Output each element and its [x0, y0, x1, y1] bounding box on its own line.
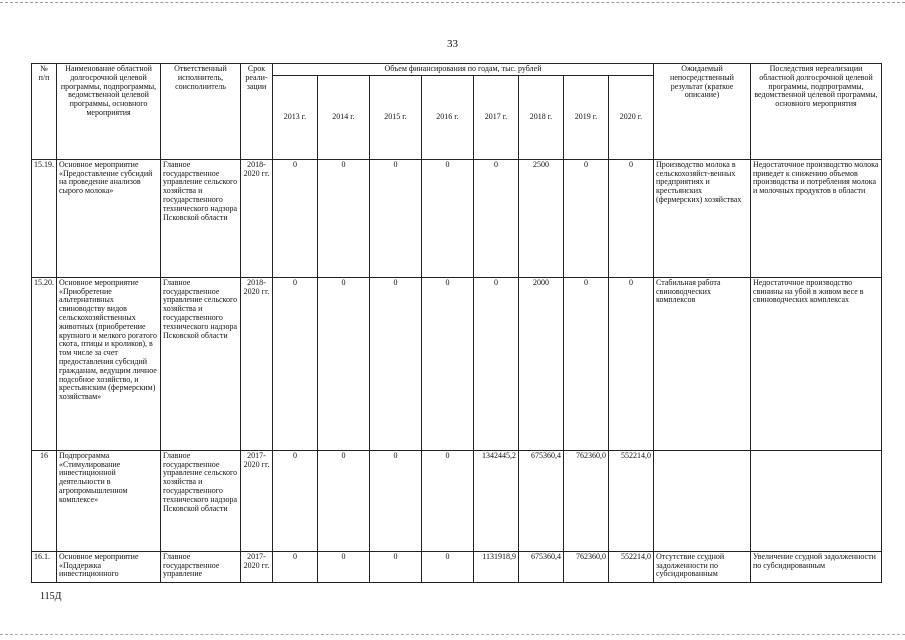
row-value: 0: [370, 450, 422, 551]
row-consequences: Недостаточное производство молока приведет к снижению объемов производства и потребления молока и молочных продуктов в области: [751, 159, 882, 277]
row-name: Основное мероприятие «Приобретение альтернативных свиноводству видов сельскохозяйственных животных (приобретение крупного и мелкого рогатого скота, птицы и кроликов), в том числе за счет предоставления субсидий гражданам, ведущим личное подсобное хозяйство, и крестьянским (фермерским) хозяйствам»: [57, 277, 161, 450]
row-value: 0: [318, 277, 370, 450]
row-value: 762360,0: [564, 551, 609, 582]
row-value: 0: [609, 277, 654, 450]
row-term-text: 2017-2020 гг.: [243, 551, 270, 570]
row-expected: Стабильная работа свиноводческих комплексов: [654, 277, 751, 450]
table-row: [32, 277, 882, 450]
row-num-text: 16.1.: [34, 551, 50, 561]
row-expected: Производство молока в сельскохозяйст-венных предприятиях и крестьянских (фермерских) хозяйствах: [654, 159, 751, 277]
row-responsible: Главное государственное управление сельского хозяйства и государственного технического надзора Псковской области: [161, 159, 241, 277]
header-year: 2019 г.: [564, 75, 609, 159]
row-value: 0: [370, 159, 422, 277]
header-expected: Ожидаемый непосредственный результат (краткое описание): [654, 64, 751, 160]
header-row-1: [32, 64, 882, 76]
row-value: 552214,0: [609, 450, 654, 551]
header-name: Наименование областной долгосрочной целевой программы, подпрограммы, ведомственной целевой программы, основного мероприятия: [57, 64, 161, 160]
row-responsible: Главное государственное управление сельского хозяйства и государственного технического надзора Псковской области: [161, 277, 241, 450]
row-term: [241, 551, 273, 582]
header-consequences: Последствия нереализации областной долгосрочной целевой программы, подпрограммы, ведомственной целевой программы, основного мероприятия: [751, 64, 882, 160]
header-year: 2015 г.: [370, 75, 422, 159]
table-row: [32, 450, 882, 551]
row-value: 0: [318, 450, 370, 551]
top-scan-border: [0, 2, 905, 3]
row-num: 15.20.: [32, 277, 57, 450]
row-value: 0: [474, 277, 519, 450]
row-value: 0: [422, 551, 474, 582]
row-responsible-text: Главное государственное управление: [163, 551, 220, 579]
row-value: 0: [273, 551, 318, 582]
row-expected: [654, 551, 751, 582]
header-term: Срок реали-зации: [241, 64, 273, 160]
row-value: 2000: [519, 277, 564, 450]
header-year: 2017 г.: [474, 75, 519, 159]
row-value: 0: [564, 277, 609, 450]
row-value: 0: [474, 159, 519, 277]
row-value: 0: [422, 450, 474, 551]
row-consequences: Недостаточное производство свинины на убой в живом весе в свиноводческих комплексах: [751, 277, 882, 450]
header-year: 2018 г.: [519, 75, 564, 159]
row-value: 0: [370, 551, 422, 582]
row-value: 0: [273, 277, 318, 450]
row-name-text: Основное мероприятие «Поддержка инвестиционного: [59, 551, 139, 579]
row-value: 0: [564, 159, 609, 277]
header-responsible: Ответственный исполнитель, соисполнитель: [161, 64, 241, 160]
row-value: 0: [370, 277, 422, 450]
footer-document-code: 115Д: [40, 591, 62, 602]
row-value: 0: [318, 551, 370, 582]
row-value: 0: [609, 159, 654, 277]
row-value: 0: [273, 159, 318, 277]
page-number: 33: [447, 38, 458, 50]
table-row: [32, 551, 882, 582]
row-value: 0: [422, 277, 474, 450]
program-table: [31, 63, 882, 583]
row-responsible: [161, 551, 241, 582]
row-value: 0: [318, 159, 370, 277]
row-num: 16: [32, 450, 57, 551]
row-value: 2500: [519, 159, 564, 277]
bottom-scan-border: [0, 634, 905, 635]
header-year: 2014 г.: [318, 75, 370, 159]
row-expected-text: Отсутствие ссудной задолженности по субсидированным: [656, 551, 725, 579]
row-value: 0: [422, 159, 474, 277]
program-table-container: [31, 63, 882, 583]
row-num: [32, 551, 57, 582]
row-value: 552214,0: [609, 551, 654, 582]
row-consequences: [751, 551, 882, 582]
row-term: 2018-2020 гг.: [241, 159, 273, 277]
row-value: 1342445,2: [474, 450, 519, 551]
row-consequences: [751, 450, 882, 551]
row-value: 1131918,9: [474, 551, 519, 582]
row-num: 15.19.: [32, 159, 57, 277]
header-year: 2016 г.: [422, 75, 474, 159]
row-responsible: Главное государственное управление сельского хозяйства и государственного технического надзора Псковской области: [161, 450, 241, 551]
table-row: [32, 159, 882, 277]
header-num: № п/п: [32, 64, 57, 160]
row-name: Основное мероприятие «Предоставление субсидий на проведение анализов сырого молока»: [57, 159, 161, 277]
row-value: 0: [273, 450, 318, 551]
header-year: 2013 г.: [273, 75, 318, 159]
row-term: 2017-2020 гг.: [241, 450, 273, 551]
row-consequences-text: Увеличение ссудной задолженности по субсидированным: [753, 551, 876, 570]
row-value: 675360,4: [519, 450, 564, 551]
row-term: 2018-2020 гг.: [241, 277, 273, 450]
header-year: 2020 г.: [609, 75, 654, 159]
row-value: 675360,4: [519, 551, 564, 582]
row-name: Подпрограмма «Стимулирование инвестиционной деятельности в агропромышленном комплексе»: [57, 450, 161, 551]
row-value: 762360,0: [564, 450, 609, 551]
header-funding: Объем финансирования по годам, тыс. рублей: [273, 64, 654, 76]
row-name: [57, 551, 161, 582]
row-expected: [654, 450, 751, 551]
